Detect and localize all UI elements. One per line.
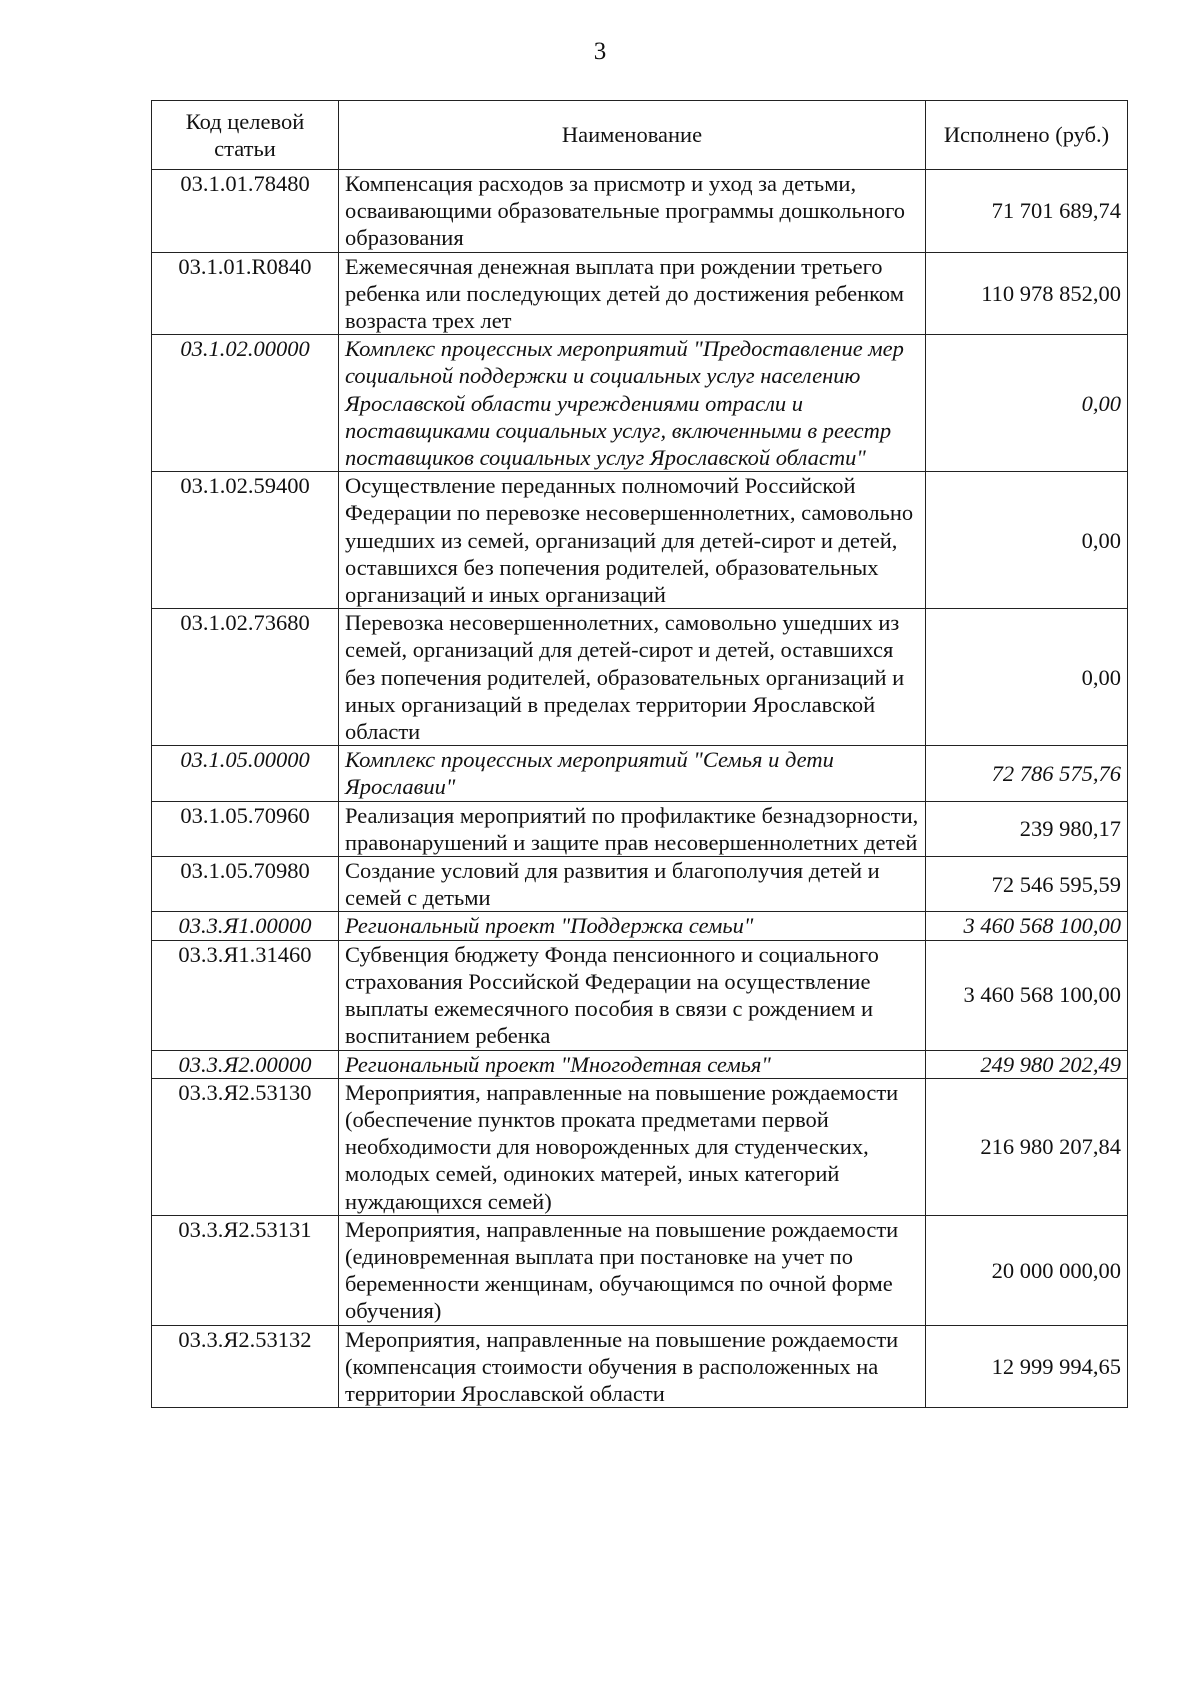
- row-code: 03.1.02.00000: [152, 335, 339, 472]
- row-code: 03.3.Я2.53132: [152, 1325, 339, 1408]
- row-code: 03.3.Я2.53131: [152, 1215, 339, 1325]
- row-name: Субвенция бюджету Фонда пенсионного и социального страхования Российской Федерации на осуществление выплаты ежемесячного пособия в связи с рождением и воспитанием ребенка: [339, 940, 926, 1050]
- row-code: 03.1.01.R0840: [152, 252, 339, 335]
- header-amount: Исполнено (руб.): [926, 101, 1128, 170]
- table-row: [152, 857, 1128, 912]
- row-amount: 72 786 575,76: [926, 746, 1128, 801]
- table-row: [152, 609, 1128, 746]
- row-code: 03.1.05.70980: [152, 857, 339, 912]
- table-row: [152, 912, 1128, 940]
- row-name: Мероприятия, направленные на повышение рождаемости (обеспечение пунктов проката предметами первой необходимости для новорожденных для студенческих, молодых семей, одиноких матерей, иных категорий нуждающихся семей): [339, 1078, 926, 1215]
- row-name: Региональный проект "Многодетная семья": [339, 1050, 926, 1078]
- row-amount: 72 546 595,59: [926, 857, 1128, 912]
- table-row: [152, 1078, 1128, 1215]
- table-header-row: [152, 101, 1128, 170]
- row-name: Компенсация расходов за присмотр и уход за детьми, осваивающими образовательные программы дошкольного образования: [339, 170, 926, 253]
- row-name: Реализация мероприятий по профилактике безнадзорности, правонарушений и защите прав несовершеннолетних детей: [339, 801, 926, 856]
- row-amount: 110 978 852,00: [926, 252, 1128, 335]
- row-code: 03.3.Я1.31460: [152, 940, 339, 1050]
- row-amount: 216 980 207,84: [926, 1078, 1128, 1215]
- row-name: Комплекс процессных мероприятий "Семья и дети Ярославии": [339, 746, 926, 801]
- row-amount: 20 000 000,00: [926, 1215, 1128, 1325]
- row-code: 03.1.01.78480: [152, 170, 339, 253]
- row-amount: 0,00: [926, 472, 1128, 609]
- row-code: 03.1.02.59400: [152, 472, 339, 609]
- row-name: Мероприятия, направленные на повышение рождаемости (компенсация стоимости обучения в расположенных на территории Ярославской области: [339, 1325, 926, 1408]
- table-row: [152, 1325, 1128, 1408]
- table-row: [152, 472, 1128, 609]
- table-row: [152, 1050, 1128, 1078]
- table-row: [152, 746, 1128, 801]
- row-name: Создание условий для развития и благополучия детей и семей с детьми: [339, 857, 926, 912]
- table-row: [152, 1215, 1128, 1325]
- row-amount: 0,00: [926, 609, 1128, 746]
- table-row: [152, 940, 1128, 1050]
- row-code: 03.3.Я2.00000: [152, 1050, 339, 1078]
- row-name: Региональный проект "Поддержка семьи": [339, 912, 926, 940]
- row-name: Перевозка несовершеннолетних, самовольно ушедших из семей, организаций для детей-сирот и детей, оставшихся без попечения родителей, образовательных организаций и иных организаций в пределах территории Ярославской области: [339, 609, 926, 746]
- row-name: Комплекс процессных мероприятий "Предоставление мер социальной поддержки и социальных услуг населению Ярославской области учреждениями отрасли и поставщиками социальных услуг, включенными в реестр поставщиков социальных услуг Ярославской области": [339, 335, 926, 472]
- row-amount: 12 999 994,65: [926, 1325, 1128, 1408]
- row-amount: 249 980 202,49: [926, 1050, 1128, 1078]
- budget-execution-table: [151, 100, 1128, 1408]
- row-amount: 3 460 568 100,00: [926, 940, 1128, 1050]
- row-code: 03.3.Я2.53130: [152, 1078, 339, 1215]
- row-code: 03.1.05.00000: [152, 746, 339, 801]
- page-number: 3: [593, 38, 607, 65]
- row-amount: 0,00: [926, 335, 1128, 472]
- table-row: [152, 170, 1128, 253]
- row-code: 03.1.05.70960: [152, 801, 339, 856]
- row-name: Осуществление переданных полномочий Российской Федерации по перевозке несовершеннолетних, самовольно ушедших из семей, организаций для детей-сирот и детей, оставшихся без попечения родителей, образовательных организаций и иных организаций: [339, 472, 926, 609]
- row-amount: 71 701 689,74: [926, 170, 1128, 253]
- header-name: Наименование: [339, 101, 926, 170]
- row-amount: 239 980,17: [926, 801, 1128, 856]
- table-row: [152, 801, 1128, 856]
- row-name: Мероприятия, направленные на повышение рождаемости (единовременная выплата при постановке на учет по беременности женщинам, обучающимся по очной форме обучения): [339, 1215, 926, 1325]
- header-code: Код целевой статьи: [152, 101, 339, 170]
- table-row: [152, 335, 1128, 472]
- table-body: [152, 170, 1128, 1408]
- row-amount: 3 460 568 100,00: [926, 912, 1128, 940]
- row-code: 03.1.02.73680: [152, 609, 339, 746]
- row-name: Ежемесячная денежная выплата при рождении третьего ребенка или последующих детей до достижения ребенком возраста трех лет: [339, 252, 926, 335]
- table-row: [152, 252, 1128, 335]
- row-code: 03.3.Я1.00000: [152, 912, 339, 940]
